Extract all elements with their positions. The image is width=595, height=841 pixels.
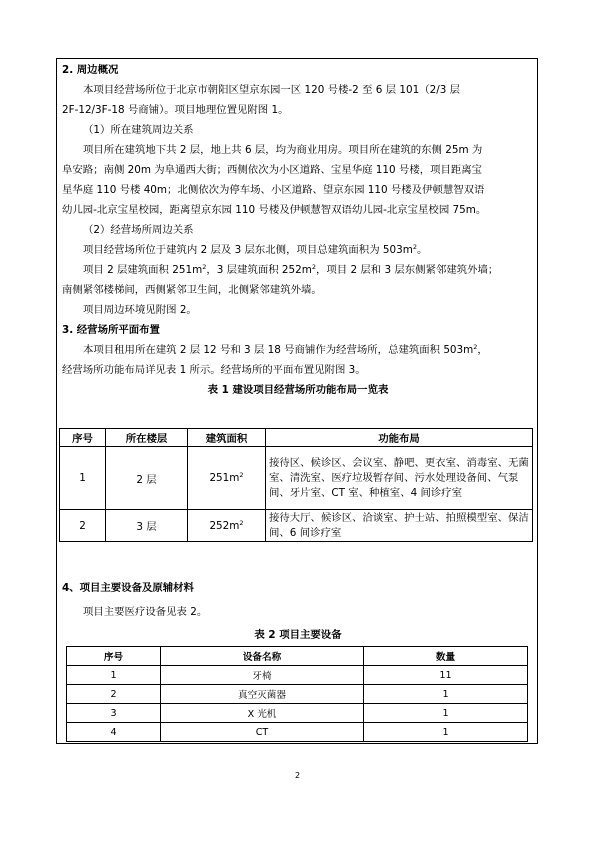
table2-cell-name: X 光机 [161,704,364,723]
table2-cell-name: CT [161,723,364,742]
table2-cell-qty: 1 [364,685,528,704]
table1-header-cell: 建筑面积 [188,429,266,447]
table2-cell-qty: 1 [364,704,528,723]
section3-line1: 本项目租用所在建筑 2 层 12 号和 3 层 18 号商铺作为经营场所，总建筑面积 $503m^2$， [83,343,488,356]
table1-cell-no: 2 [60,510,106,542]
section2-intro-line2: 2F-12/3F-18 号商铺）。项目地理位置见附图 1。 [62,104,289,116]
table2-cell-no: 1 [67,666,161,685]
sub2-line1: 项目经营场所位于建筑内 2 层及 3 层东北侧，项目总建筑面积为 $503m^2$。 [83,243,428,256]
table2-cell-no: 3 [67,704,161,723]
table-row [67,723,528,742]
sub1-line1: 项目所在建筑地下共 2 层，地上共 6 层，均为商业用房。项目所在建筑的东侧 25m 为 [83,144,483,156]
section4-heading: 4、项目主要设备及原辅材料 [62,582,194,594]
sub1-line3: 星华庭 110 号楼 40m；北侧依次为停车场、小区道路、望京东园 110 号楼及伊顿慧智双语 [62,184,485,196]
section3-heading: 3. 经营场所平面布置 [62,324,160,336]
table2-cell-qty: 11 [364,666,528,685]
table2-cell-name: 真空灭菌器 [161,685,364,704]
page-number: 2 [294,771,301,780]
section2-intro-line1: 本项目经营场所位于北京市朝阳区望京东园一区 120 号楼-2 至 6 层 101（2/3 层 [83,84,461,96]
sub1-line4: 幼儿园-北京宝星校园，距离望京东园 110 号楼及伊顿慧智双语幼儿园-北京宝星校园 75m。 [62,204,487,216]
table-row [67,685,528,704]
table2-header-cell: 数量 [364,647,528,666]
table1-cell-floor: 2 层 [106,447,188,510]
sub2-line3: 南侧紧邻楼梯间，西侧紧邻卫生间，北侧紧邻建筑外墙。 [62,284,322,296]
section2-heading: 2. 周边概况 [62,64,119,76]
table1-title: 表 1 建设项目经营场所功能布局一览表 [207,384,389,396]
sub2-title: （2）经营场所周边关系 [83,224,194,236]
table2-header-row [67,647,528,666]
table-row [60,510,533,542]
table2-header-cell: 设备名称 [161,647,364,666]
table1-cell-area: $251m^2$ [188,447,266,510]
table1 [59,428,533,542]
sub1-title: （1）所在建筑周边关系 [83,124,194,136]
sub2-line2: 项目 2 层建筑面积 $251m^2$，3 层建筑面积 $252m^2$，项目 2 层和 3 层东侧紧邻建筑外墙； [83,263,499,276]
table-row [67,666,528,685]
table1-cell-floor: 3 层 [106,510,188,542]
table2-cell-qty: 1 [364,723,528,742]
table1-header-cell: 所在楼层 [106,429,188,447]
table1-header-row [60,429,533,447]
table2-cell-no: 4 [67,723,161,742]
section3-line2: 经营场所功能布局详见表 1 所示。经营场所的平面布置见附图 3。 [62,364,366,376]
table1-cell-func: 接待区、候诊区、会议室、静吧、更衣室、消毒室、无菌室、清洗室、医疗垃圾暂存间、污水处理设备间、气泵间、牙片室、CT 室、种植室、4 间诊疗室 [266,447,533,510]
table1-header-cell: 功能布局 [266,429,533,447]
table2 [66,646,528,742]
table2-cell-name: 牙椅 [161,666,364,685]
sub1-line2: 阜安路；南侧 20m 为阜通西大街；西侧依次为小区道路、宝星华庭 110 号楼，项目距离宝 [62,164,483,176]
table-row [67,704,528,723]
table-row [60,447,533,510]
sub2-line4: 项目周边环境见附图 2。 [83,304,197,316]
table2-header-cell: 序号 [67,647,161,666]
table1-cell-area: $252m^2$ [188,510,266,542]
table1-cell-no: 1 [60,447,106,510]
table1-header-cell: 序号 [60,429,106,447]
table2-title: 表 2 项目主要设备 [254,629,342,641]
section4-line1: 项目主要医疗设备见表 2。 [83,606,208,618]
table1-cell-func: 接待大厅、候诊区、洽谈室、护士站、拍照模型室、保洁间、6 间诊疗室 [266,510,533,542]
table2-cell-no: 2 [67,685,161,704]
body-text [62,60,534,400]
